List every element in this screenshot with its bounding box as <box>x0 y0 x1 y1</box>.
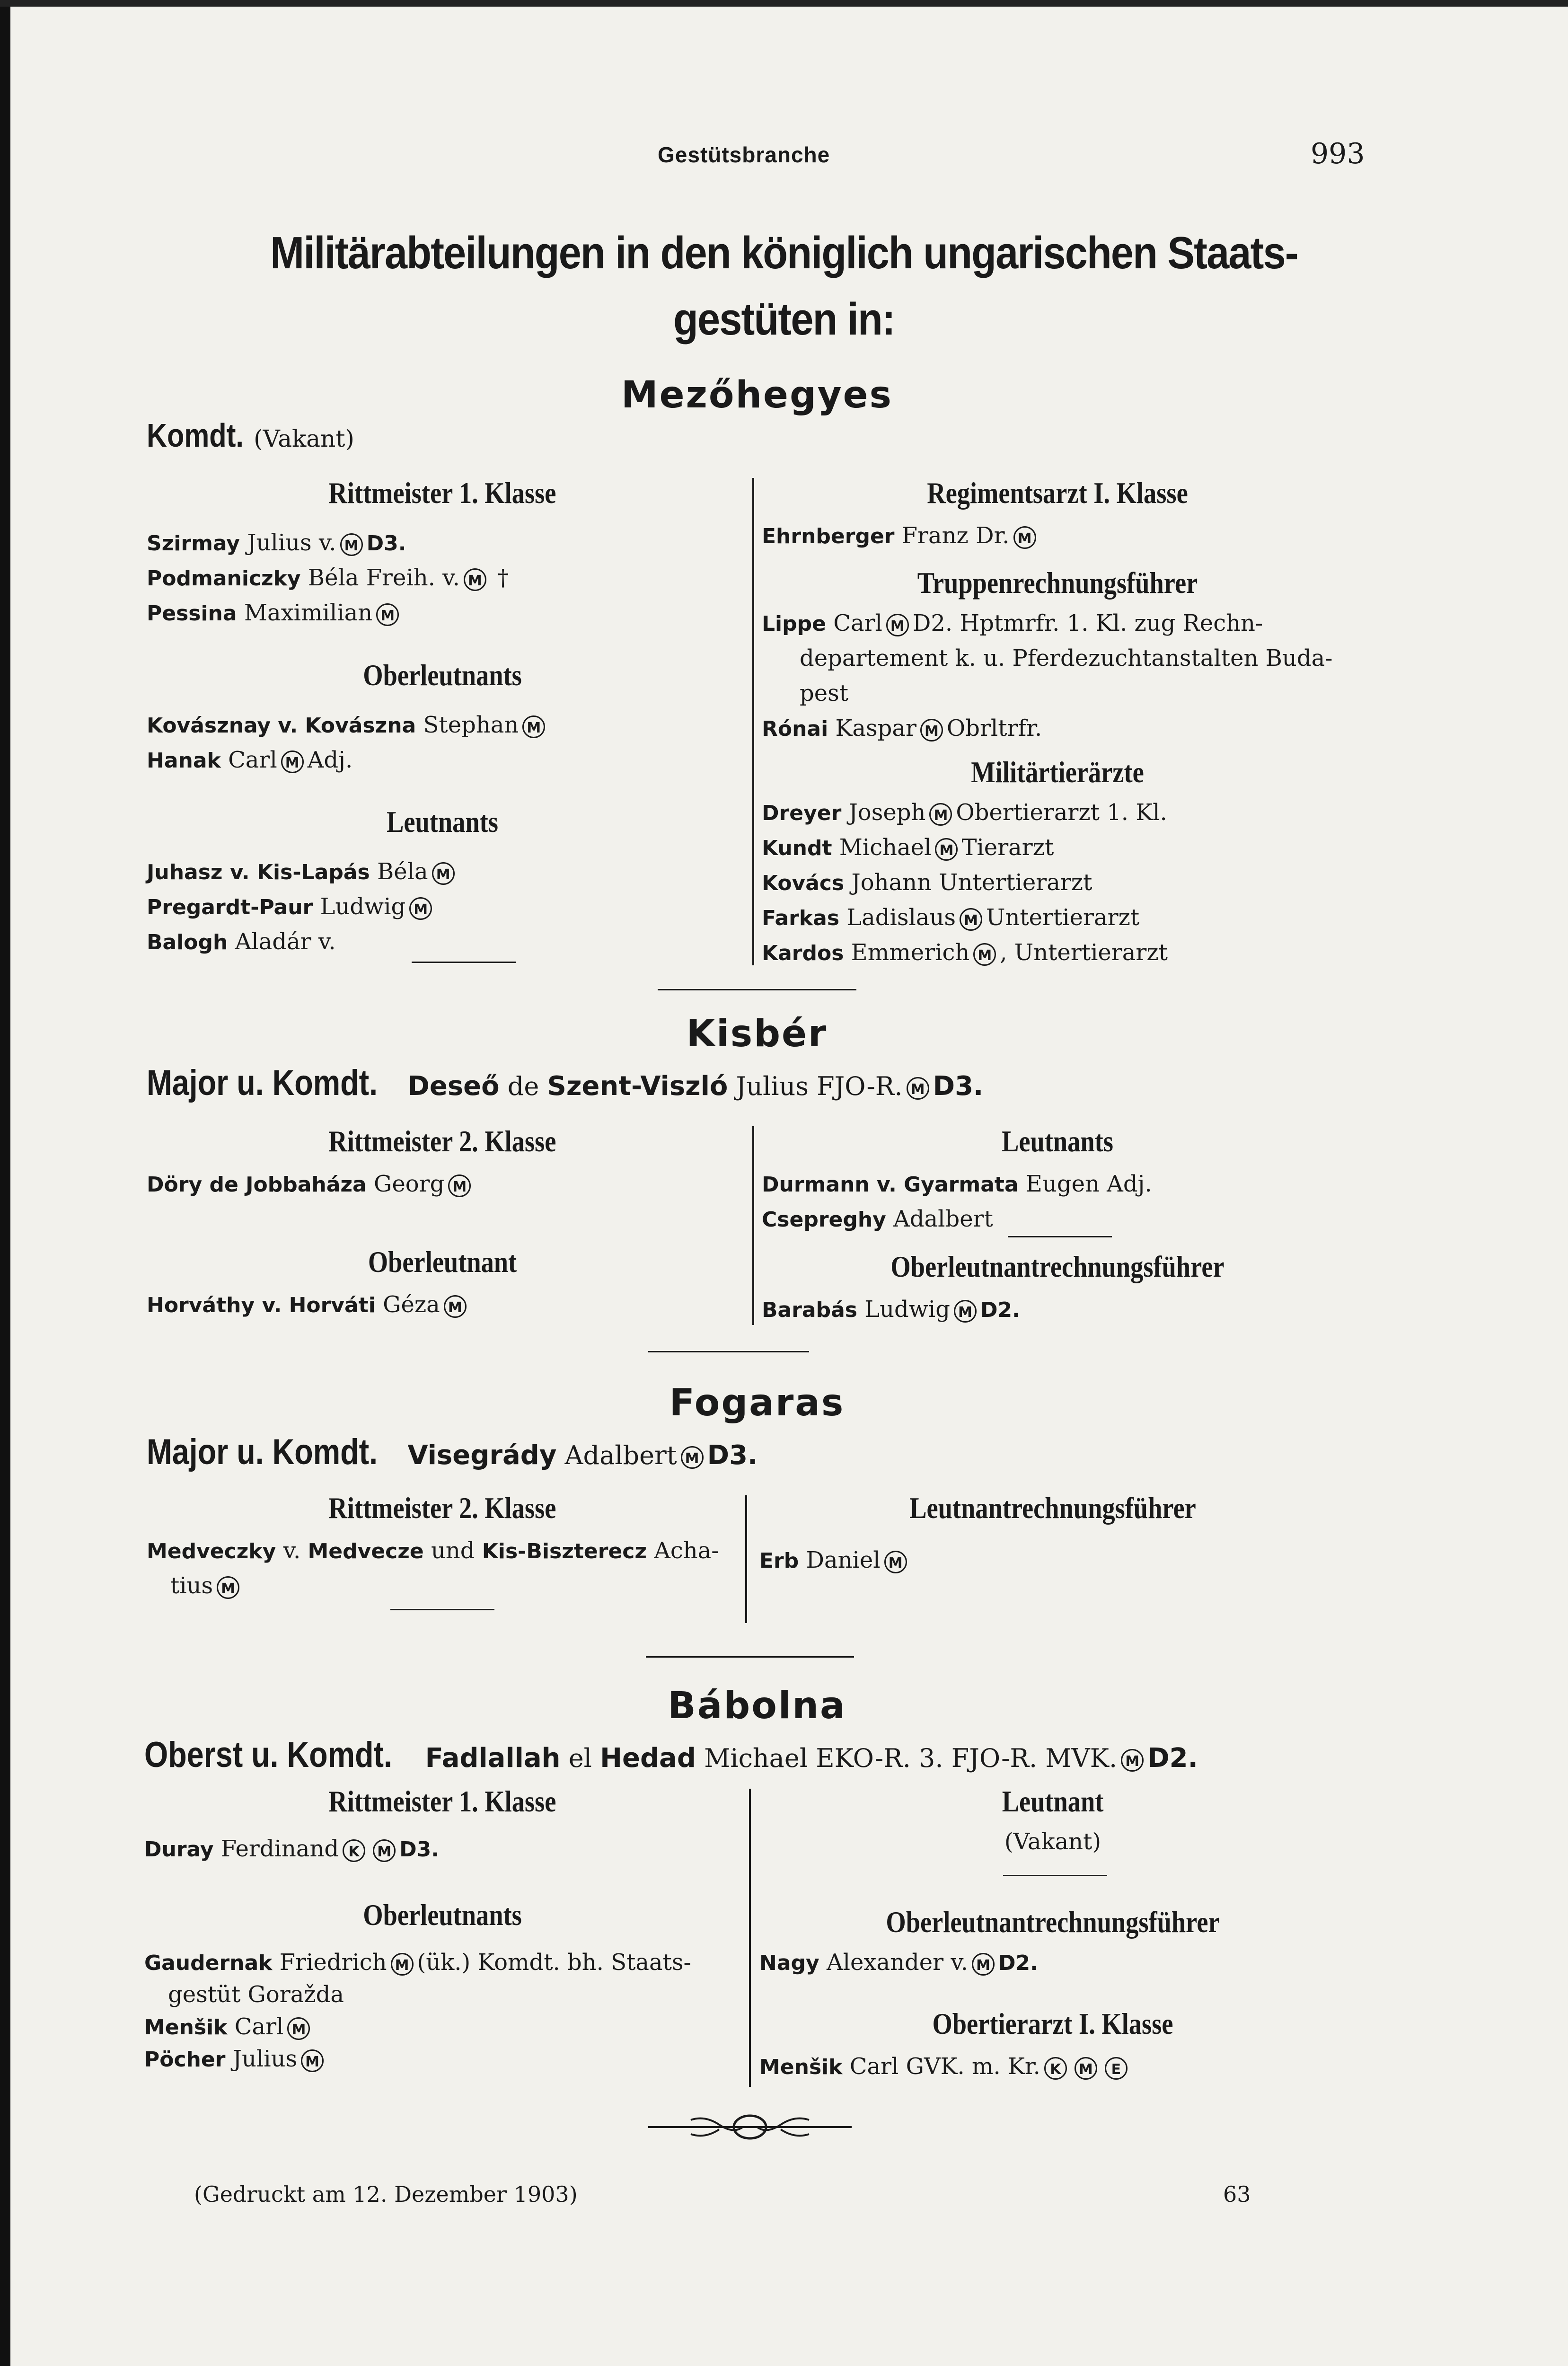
list-item: Ehrnberger Franz Dr. M <box>762 518 1040 554</box>
end-rule <box>1003 1875 1107 1876</box>
end-rule <box>390 1609 494 1610</box>
list-item: pest <box>800 680 849 706</box>
list-item: Podmaniczky Béla Freih. v. M † <box>147 565 509 591</box>
heading-oberleutnantrechnungsfuehrer: Oberleutnantrechnungsführer <box>886 1905 1220 1939</box>
heading-rittmeister-2: Rittmeister 2. Klasse <box>328 1124 556 1158</box>
main-title-line1: Militärabteilungen in den königlich ungarischen Staats- <box>270 228 1298 278</box>
column-divider <box>752 478 754 965</box>
column-divider <box>745 1495 747 1623</box>
heading-oberleutnants: Oberleutnants <box>363 658 522 692</box>
page-border-left <box>0 0 10 2366</box>
heading-militaertieraerzte: Militärtierärzte <box>971 755 1144 789</box>
heading-leutnant: Leutnant <box>1002 1784 1104 1818</box>
place-babolna: Bábolna <box>668 1685 846 1727</box>
list-item: Menšik Carl M <box>144 2009 314 2045</box>
komdt-babolna: Oberst u. Komdt. Fadlallah el Hedad Michael EKO-R. 3. FJO-R. MVK. M D2. <box>144 1735 1198 1775</box>
heading-regimentsarzt: Regimentsarzt I. Klasse <box>927 476 1188 510</box>
komdt-fogaras: Major u. Komdt. Visegrády Adalbert M D3. <box>147 1432 758 1472</box>
list-item: Pessina Maximilian M <box>147 595 403 631</box>
heading-leutnantrechnungsfuehrer: Leutnantrechnungsführer <box>909 1491 1196 1525</box>
heading-oberleutnant: Oberleutnant <box>368 1245 517 1279</box>
page-border-top <box>0 0 1568 7</box>
list-item: Szirmay Julius v. M D3. <box>147 530 406 556</box>
list-item: Csepreghy Adalbert <box>762 1206 993 1232</box>
heading-leutnants: Leutnants <box>387 805 498 839</box>
running-title: Gestütsbranche <box>658 142 830 167</box>
place-mezohegyes: Mezőhegyes <box>621 374 893 416</box>
heading-rittmeister-1: Rittmeister 1. Klasse <box>328 1784 556 1818</box>
list-item: Pöcher Julius M <box>144 2041 327 2077</box>
komdt-kisber: Major u. Komdt. Deseő de Szent-Viszló Julius FJO-R. M D3. <box>147 1063 984 1103</box>
list-item: Medveczky v. Medvecze und Kis-Biszterecz Acha- <box>147 1537 719 1564</box>
list-item: Hanak Carl M Adj. <box>147 747 353 773</box>
end-rule <box>1008 1236 1112 1237</box>
heading-rittmeister-1: Rittmeister 1. Klasse <box>328 476 556 510</box>
column-divider <box>749 1789 751 2087</box>
list-item: Gaudernak Friedrich M (ük.) Komdt. bh. Staats- <box>144 1949 691 1976</box>
ornament-divider <box>648 2110 852 2144</box>
column-divider <box>752 1126 754 1325</box>
heading-truppenrechnungsfuehrer: Truppenrechnungsführer <box>917 566 1198 600</box>
list-item: Kardos Emmerich M , Untertierarzt <box>762 939 1168 966</box>
list-item: Döry de Jobbaháza Georg M <box>147 1166 475 1202</box>
sheet-number: 63 <box>1223 2181 1251 2207</box>
end-rule <box>412 962 516 963</box>
print-date: (Gedruckt am 12. Dezember 1903) <box>194 2181 578 2207</box>
list-item: Rónai Kaspar M Obrltrfr. <box>762 715 1042 742</box>
list-item: Durmann v. Gyarmata Eugen Adj. <box>762 1171 1152 1197</box>
main-title-line2: gestüten in: <box>673 294 895 344</box>
section-divider <box>658 989 856 990</box>
list-item: Pregardt-Paur Ludwig M <box>147 889 436 925</box>
list-item: Kundt Michael M Tierarzt <box>762 834 1054 861</box>
list-item: gestüt Goražda <box>168 1981 344 2008</box>
list-item: Barabás Ludwig M D2. <box>762 1296 1020 1323</box>
list-item: Dreyer Joseph M Obertierarzt 1. Kl. <box>762 799 1167 826</box>
list-item: Farkas Ladislaus M Untertierarzt <box>762 904 1140 931</box>
heading-obertierarzt: Obertierarzt I. Klasse <box>932 2007 1173 2040</box>
list-item: tius M <box>170 1568 243 1603</box>
list-item: Duray Ferdinand K M D3. <box>144 1836 439 1862</box>
list-item: Nagy Alexander v. M D2. <box>759 1949 1038 1976</box>
place-kisber: Kisbér <box>686 1013 828 1055</box>
list-item: Kovács Johann Untertierarzt <box>762 869 1092 896</box>
list-item: Juhasz v. Kis-Lapás Béla M <box>147 854 458 890</box>
komdt-mezohegyes <box>147 416 354 454</box>
page-number: 993 <box>1311 137 1365 170</box>
list-item: Horváthy v. Horváti Géza M <box>147 1287 470 1323</box>
section-divider <box>648 1351 809 1352</box>
heading-rittmeister-2: Rittmeister 2. Klasse <box>328 1491 556 1525</box>
komdt-label: Komdt. <box>147 417 244 454</box>
komdt-value: (Vakant) <box>254 425 354 452</box>
list-item: Lippe Carl M D2. Hptmrfr. 1. Kl. zug Rechn- <box>762 610 1263 636</box>
list-item: departement k. u. Pferdezuchtanstalten Buda- <box>800 645 1333 671</box>
list-item: Kovásznay v. Kovászna Stephan M <box>147 707 549 743</box>
heading-leutnants: Leutnants <box>1002 1124 1113 1158</box>
place-fogaras: Fogaras <box>669 1382 845 1424</box>
list-item: Menšik Carl GVK. m. Kr. K M E <box>759 2049 1131 2085</box>
list-item: (Vakant) <box>1004 1828 1101 1855</box>
list-item: Balogh Aladár v. <box>147 928 336 955</box>
heading-oberleutnantrechnungsfuehrer: Oberleutnantrechnungsführer <box>890 1250 1224 1283</box>
heading-oberleutnants: Oberleutnants <box>363 1898 522 1932</box>
section-divider <box>646 1656 854 1658</box>
list-item: Erb Daniel M <box>759 1543 911 1579</box>
